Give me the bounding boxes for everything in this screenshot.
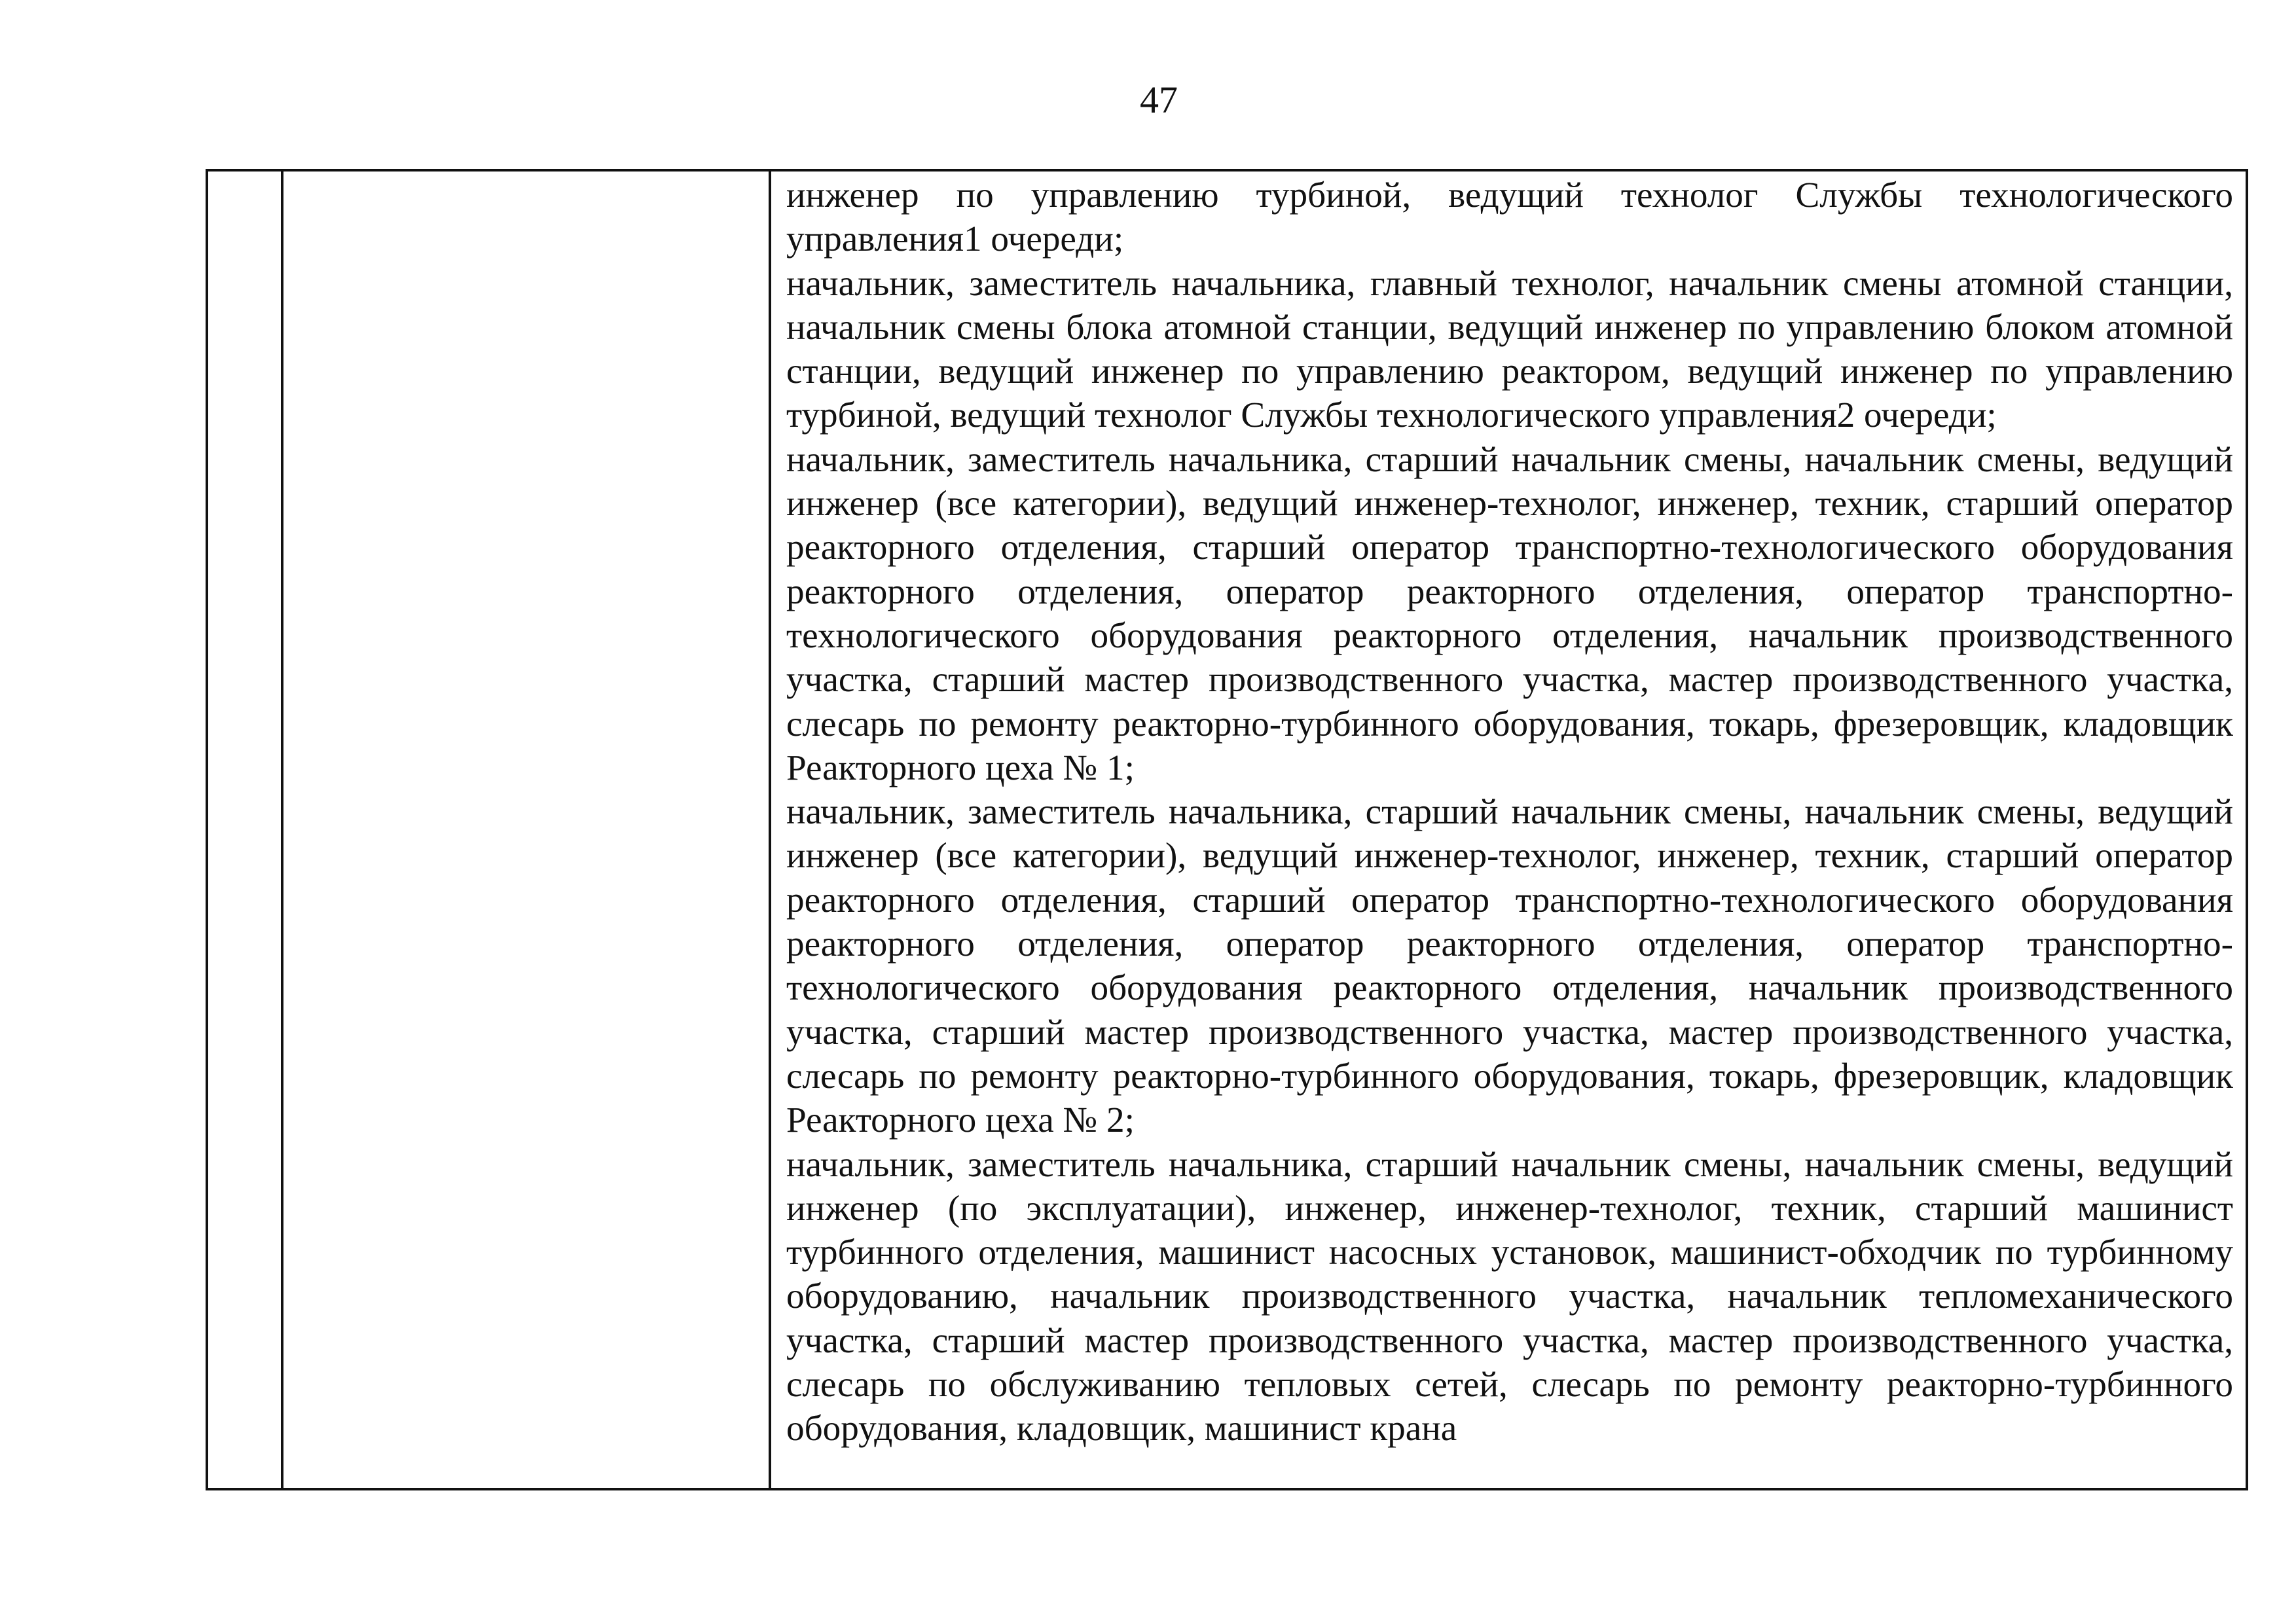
page-number: 47	[1140, 79, 1178, 121]
list-item: начальник, заместитель начальника, старший начальник смены, начальник смены, ведущий инженер (все категории), ведущий инженер-технолог, инженер, техник, старший оператор реакторного отделения, старший оператор транспортно-технологического оборудования реакторного отделения, оператор реакторного отделения, оператор транспортно-технологического оборудования реакторного отделения, начальник производственного участка, старший мастер производственного участка, мастер производственного участка, слесарь по ремонту реакторно-турбинного оборудования, токарь, фрезеровщик, кладовщик Реакторного цеха № 1;	[786, 439, 2233, 787]
document-table	[206, 169, 2248, 1490]
list-item: инженер по управлению турбиной, ведущий технолог Службы технологического управления1 очереди;	[786, 175, 2233, 259]
table-cell-positions-list	[786, 173, 2233, 1491]
list-item: начальник, заместитель начальника, старший начальник смены, начальник смены, ведущий инженер (все категории), ведущий инженер-технолог, инженер, техник, старший оператор реакторного отделения, старший оператор транспортно-технологического оборудования реакторного отделения, оператор реакторного отделения, оператор транспортно-технологического оборудования реакторного отделения, начальник производственного участка, старший мастер производственного участка, мастер производственного участка, слесарь по ремонту реакторно-турбинного оборудования, токарь, фрезеровщик, кладовщик Реакторного цеха № 2;	[786, 791, 2233, 1140]
list-item: начальник, заместитель начальника, главный технолог, начальник смены атомной станции, начальник смены блока атомной станции, ведущий инженер по управлению блоком атомной станции, ведущий инженер по управлению реактором, ведущий инженер по управлению турбиной, ведущий технолог Службы технологического управления2 очереди;	[786, 262, 2233, 435]
table-column-divider	[281, 171, 283, 1488]
table-column-divider	[769, 171, 771, 1488]
list-item: начальник, заместитель начальника, старший начальник смены, начальник смены, ведущий инженер (по эксплуатации), инженер, инженер-технолог, техник, старший машинист турбинного отделения, машинист насосных установок, машинист-обходчик по турбинному оборудованию, начальник производственного участка, начальник тепломеханического участка, старший мастер производственного участка, мастер производственного участка, слесарь по обслуживанию тепловых сетей, слесарь по ремонту реакторно-турбинного оборудования, кладовщик, машинист крана	[786, 1144, 2233, 1449]
